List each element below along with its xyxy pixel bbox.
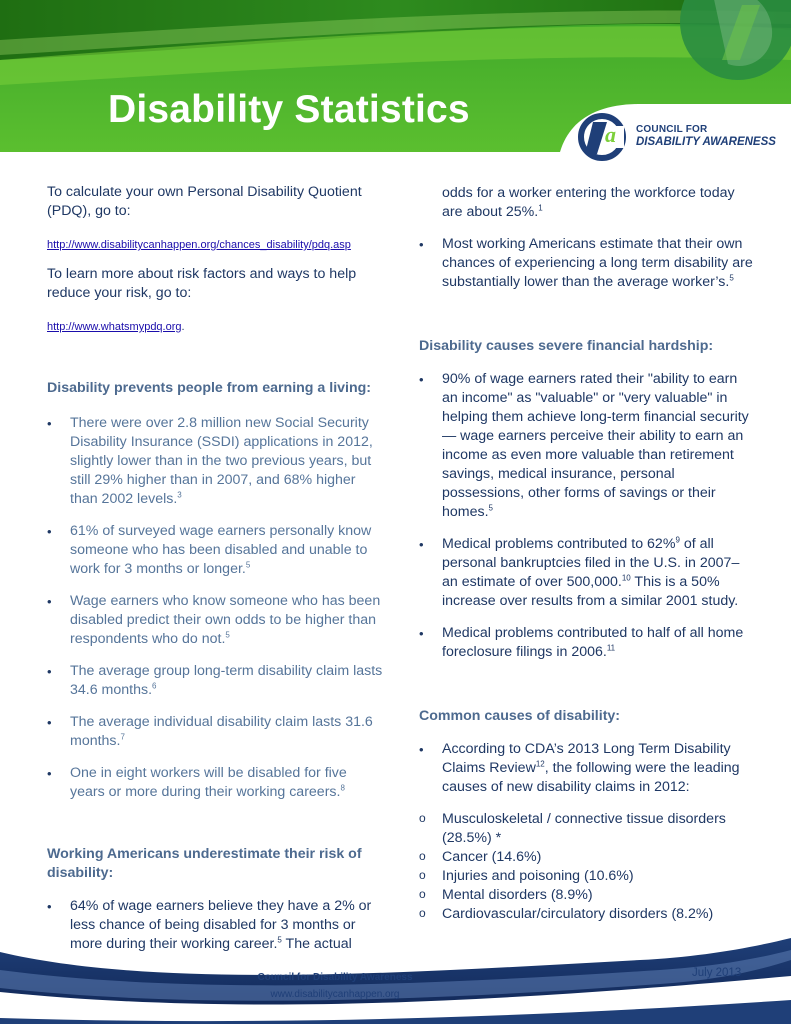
footer-org: Council for Disability Awareness (257, 972, 413, 983)
section-heading-hardship: Disability causes severe financial hardship: (419, 338, 714, 354)
cause-item: o Cardiovascular/circulatory disorders (8.2%) (419, 905, 754, 924)
list-item: • 90% of wage earners rated their "ability to earn an income" as "valuable" or "very valuable" in helping them achieve long-term financial security — wage earners perceive their ability to earn an income as even more valuable than retirement savings, medical insurance, personal possessions, other forms of savings or their homes.$^5$ (419, 370, 754, 522)
footer-date: July 2013 (692, 967, 742, 979)
svg-text:a: a (605, 122, 616, 147)
footer-url: www.disabilitycanhappen.org (270, 989, 400, 1000)
list-item: • The average group long-term disability claim lasts 34.6 months.$^6$ (47, 662, 383, 700)
pdq-link[interactable]: http://www.disabilitycanhappen.org/chances_disability/pdq.asp (47, 239, 351, 251)
underestimate-list-continued (419, 235, 754, 292)
section-heading-earning: Disability prevents people from earning a living: (47, 380, 372, 396)
section-heading-causes: Common causes of disability: (419, 708, 621, 724)
list-item: • The average individual disability claim lasts 31.6 months.$^7$ (47, 713, 383, 751)
learn-more-text: To learn more about risk factors and ways to help reduce your risk, go to: (47, 266, 357, 301)
causes-sublist (419, 810, 754, 924)
continued-text: odds for a worker entering the workforce today are about 25%.$^1$ (442, 185, 735, 220)
list-item: • There were over 2.8 million new Social Security Disability Insurance (SSDI) applications in 2012, slightly lower than in the two previous years, but still 29% higher than in 2007, and 68% higher than 2002 levels.$^3$ (47, 414, 383, 509)
cause-item: o Injuries and poisoning (10.6%) (419, 867, 754, 886)
right-column (419, 184, 754, 924)
list-item: • Medical problems contributed to half of all home foreclosure filings in 2006.11 (419, 624, 754, 662)
earning-list (47, 414, 383, 802)
causes-list (419, 740, 754, 797)
list-item: • One in eight workers will be disabled for five years or more during their working careers.$^8$ (47, 764, 383, 802)
page-title: Disability Statistics (108, 88, 470, 131)
list-item: • Most working Americans estimate that their own chances of experiencing a long term disability are substantially lower than the average worker’s.$^5$ (419, 235, 754, 292)
cause-item: o Musculoskeletal / connective tissue disorders (28.5%) * (419, 810, 754, 848)
whatsmypdq-link[interactable]: http://www.whatsmypdq.org (47, 321, 182, 333)
list-item: • Medical problems contributed to 62%$^9$ of all personal bankruptcies filed in the U.S. in 2007– an estimate of over 500,000.10 This is a 50% increase over results from a similar 2001 study. (419, 535, 754, 611)
list-item: • Wage earners who know someone who has been disabled predict their own odds to be higher than respondents who do not.$^5$ (47, 592, 383, 649)
logo-line-1: COUNCIL FOR (636, 124, 708, 135)
cause-item: o Cancer (14.6%) (419, 848, 754, 867)
link-tail: . (181, 321, 185, 333)
section-heading-underestimate: Working Americans underestimate their risk of disability: (47, 846, 362, 881)
logo-text (636, 125, 776, 149)
pdq-intro: To calculate your own Personal Disability Quotient (PDQ), go to: (47, 184, 362, 219)
logo-line-2: DISABILITY AWARENESS (636, 136, 776, 148)
left-column (47, 183, 383, 954)
list-item: • 64% of wage earners believe they have a 2% or less chance of being disabled for 3 months or more during their working career.$^5$ The actual (47, 897, 383, 954)
list-item: • According to CDA’s 2013 Long Term Disability Claims Review$^{12}$, the following were the leading causes of new disability claims in 2012: (419, 740, 754, 797)
cause-item: o Mental disorders (8.9%) (419, 886, 754, 905)
list-item: • 61% of surveyed wage earners personally know someone who has been disabled and unable to work for 3 months or longer.$^5$ (47, 522, 383, 579)
hardship-list (419, 370, 754, 662)
